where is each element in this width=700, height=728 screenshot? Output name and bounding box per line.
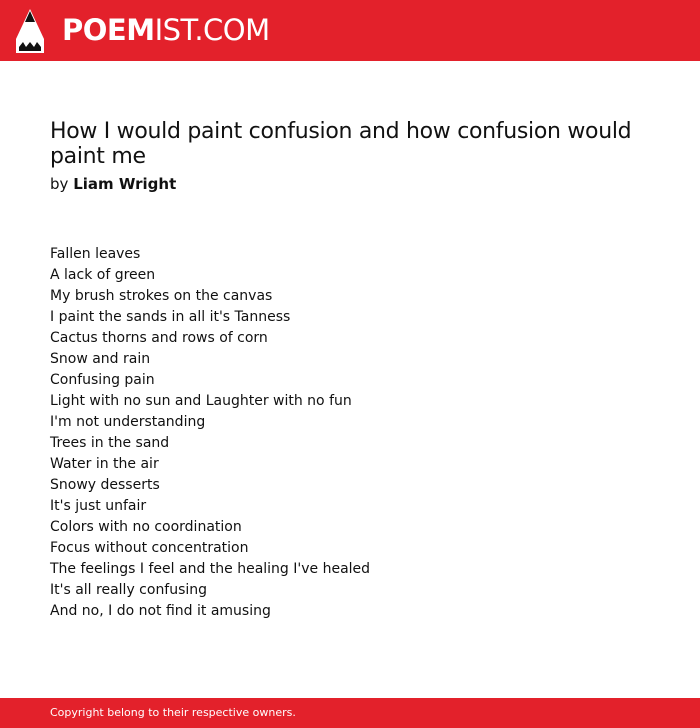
poem-body — [50, 244, 650, 622]
logo-text-bold: POEM — [62, 13, 155, 47]
poem-line: The feelings I feel and the healing I've healed — [50, 561, 371, 577]
by-label: by — [50, 175, 69, 193]
copyright-notice: Copyright belong to their respective owners. — [50, 706, 296, 719]
poem-line: It's just unfair — [50, 498, 147, 514]
poem-line: Confusing pain — [50, 372, 155, 388]
poem-byline — [50, 174, 176, 194]
pencil-tip-icon[interactable] — [16, 9, 44, 53]
poem-line: Light with no sun and Laughter with no fun — [50, 393, 352, 409]
poem-line: It's all really confusing — [50, 582, 208, 598]
poem-line: I paint the sands in all it's Tanness — [50, 309, 291, 325]
poem-line: Focus without concentration — [50, 540, 249, 556]
site-logo-link[interactable] — [62, 12, 270, 48]
poem-line: Colors with no coordination — [50, 519, 242, 535]
author-name: Liam Wright — [73, 175, 177, 193]
logo-text-light: IST.COM — [154, 13, 270, 47]
poem-line: My brush strokes on the canvas — [50, 288, 273, 304]
site-footer — [0, 698, 700, 728]
site-header — [0, 0, 700, 61]
poem-line: And no, I do not find it amusing — [50, 603, 271, 619]
poem-line: Cactus thorns and rows of corn — [50, 330, 268, 346]
poem-line: Snowy desserts — [50, 477, 160, 493]
poem-line: Trees in the sand — [50, 435, 170, 451]
poem-line: A lack of green — [50, 267, 156, 283]
poem-line: Fallen leaves — [50, 246, 141, 262]
poem-line: Water in the air — [50, 456, 159, 472]
poem-line: Snow and rain — [50, 351, 151, 367]
poem-line: I'm not understanding — [50, 414, 206, 430]
poem-title: How I would paint confusion and how confusion would paint me — [50, 119, 632, 169]
